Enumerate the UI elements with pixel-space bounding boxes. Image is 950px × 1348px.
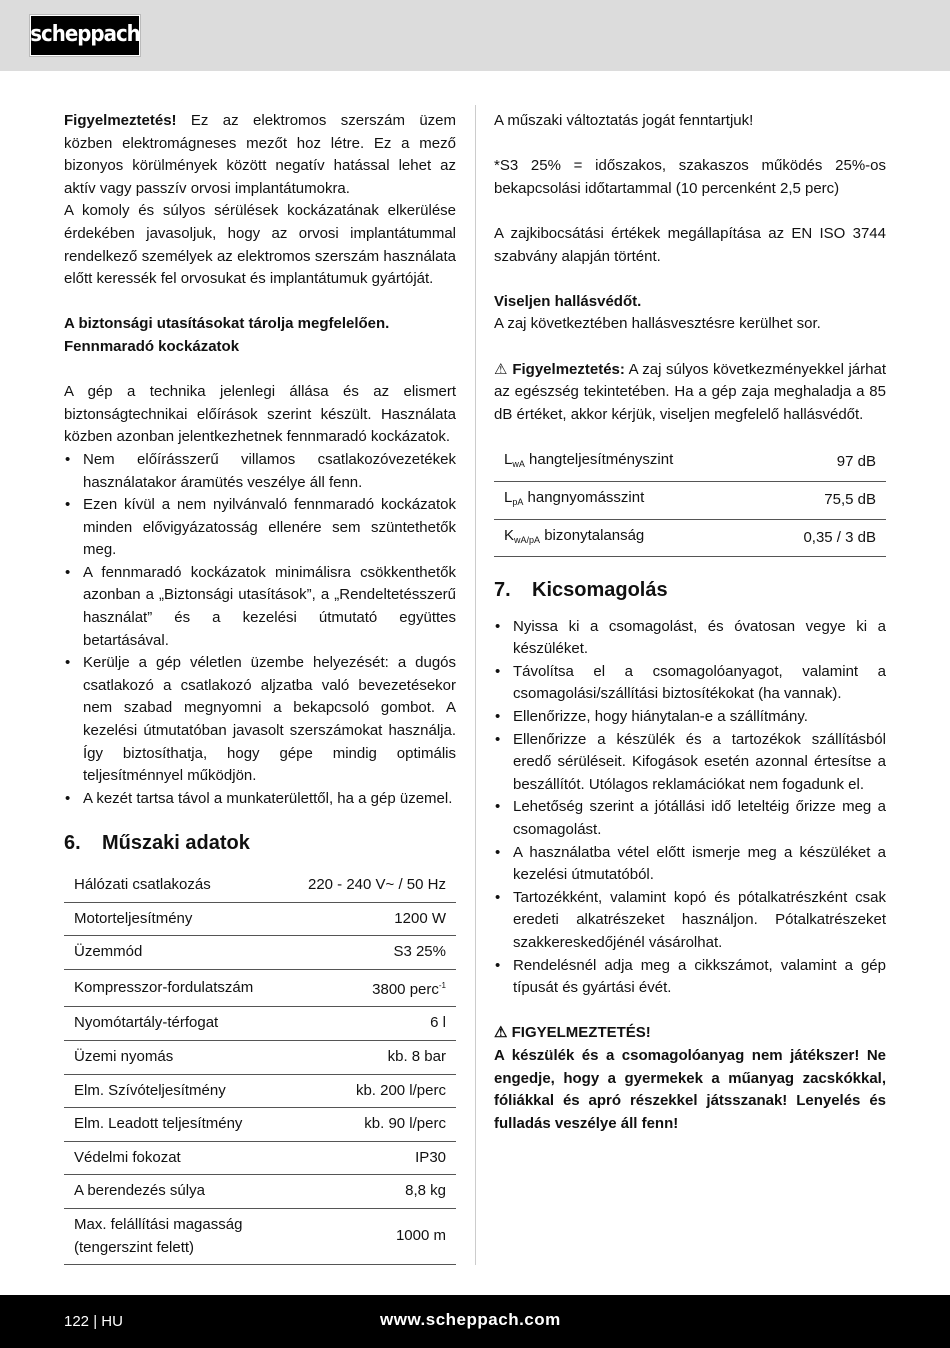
hearing-heading: Viseljen hallásvédőt.	[494, 292, 642, 310]
spec-value: 1000 m	[283, 1208, 456, 1264]
spec-value: 6 l	[283, 1007, 456, 1041]
spec-row	[64, 1141, 456, 1175]
list-item: • Tartozékként, valamint kopó és pótalkatrészként csak eredeti alkatrészeket használjon. Pótalkatrészeket szakkereskedőjénél vásárolhat.	[494, 887, 886, 955]
spec-row	[64, 869, 456, 902]
noise-value: 75,5 dB	[757, 481, 886, 519]
language-code: HU	[101, 1313, 123, 1330]
section-number: 7.	[494, 579, 511, 602]
spec-row	[64, 969, 456, 1007]
list-item: • Ezen kívül a nem nyilvánvaló fennmaradó kockázatok minden elővigyázatosság ellenére sem szüntethetők meg.	[64, 494, 456, 562]
noise-table	[494, 444, 886, 557]
section-number: 6.	[64, 832, 81, 855]
store-heading: A biztonsági utasításokat tárolja megfelelően.	[64, 315, 390, 333]
spec-label: Elm. Szívóteljesítmény	[64, 1074, 283, 1108]
right-column	[494, 110, 886, 1135]
noise-row	[494, 481, 886, 519]
spec-label: Védelmi fokozat	[64, 1141, 283, 1175]
spec-label: Nyomótartály-térfogat	[64, 1007, 283, 1041]
list-item: • Nyissa ki a csomagolást, és óvatosan vegye ki a készüléket.	[494, 616, 886, 661]
spec-row	[64, 1007, 456, 1041]
warning-label: Figyelmeztetés:	[512, 360, 625, 378]
spec-label: A berendezés súlya	[64, 1175, 283, 1209]
list-item: • A fennmaradó kockázatok minimálisra csökkenthetők azonban a „Biztonsági utasítások”, a „Rendeltetésszerű használat” és a kezelési útmutató együttes betartásával.	[64, 562, 456, 652]
spec-label: Motorteljesítmény	[64, 902, 283, 936]
list-item: • Kerülje a gép véletlen üzembe helyezését: a dugós csatlakozó a csatlakozó aljzatba való bevezetésekor nem szabad megnyomni a bekapcsoló gombot. A kezelési útmutatóban javasolt szerszámokat használja. Így biztosíthatja, hogy gépe mindig optimális teljesítménnyel működjön.	[64, 652, 456, 788]
rights-note: A műszaki változtatás jogát fenntartjuk!	[494, 112, 754, 129]
spec-value: kb. 8 bar	[283, 1040, 456, 1074]
section-title: Kicsomagolás	[532, 579, 668, 602]
left-column	[64, 110, 456, 1265]
noise-warning	[494, 359, 886, 427]
spec-label: Üzemi nyomás	[64, 1040, 283, 1074]
page-header	[0, 0, 950, 71]
spec-row	[64, 1040, 456, 1074]
list-item: • Lehetőség szerint a jótállási idő leteltéig őrizze meg a csomagolást.	[494, 796, 886, 841]
logo-text: scheppach	[30, 22, 140, 48]
list-item: • Ellenőrizze a készülék és a tartozékok szállításból eredő sérüléseit. Kifogások esetén azonnal értesítse a beszállítót. Utólagos reklamációkat nem fogadunk el.	[494, 729, 886, 797]
noise-label: $L_{pA}$ hangnyomásszint	[494, 481, 757, 519]
spec-value: S3 25%	[283, 936, 456, 970]
implant-advice: A komoly és súlyos sérülések kockázatának elkerülése érdekében javasoljuk, hogy az orvosi implantátummal rendelkező személyek az elektromos szerszám használata előtt keressék fel orvosukat és implantátumuk gyártóját.	[64, 202, 456, 288]
list-item: • Ellenőrizze, hogy hiánytalan-e a szállítmány.	[494, 706, 886, 729]
list-item: • A kezét tartsa távol a munkaterülettől, ha a gép üzemel.	[64, 788, 456, 811]
page-number	[64, 1311, 123, 1334]
spec-value: 1200 W	[283, 902, 456, 936]
noise-label: $L_{wA}$ hangteljesítményszint	[494, 444, 757, 481]
spec-row	[64, 936, 456, 970]
spec-row	[64, 1208, 456, 1264]
noise-row	[494, 519, 886, 557]
final-warning-text: A készülék és a csomagolóanyag nem játékszer! Ne engedje, hogy a gyermekek a műanyag zacskókkal, fóliákkal és apró részekkel játsszanak! Lenyelés és fulladás veszélye áll fenn!	[494, 1046, 886, 1132]
separator: |	[93, 1313, 98, 1330]
warning-icon: ⚠	[494, 1024, 508, 1042]
list-item: • Rendelésnél adja meg a cikkszámot, valamint a gép típusát és gyártási évét.	[494, 955, 886, 1000]
warning-text: Ez az elektromos szerszám üzem közben elektromágneses mezőt hoz létre. Ez a mező bizonyos körülmények között negatív hatással lehet az aktív vagy passzív orvosi implantátumokra.	[64, 112, 456, 197]
list-item: • A használatba vétel előtt ismerje meg a készüléket a kezelési útmutatóból.	[494, 842, 886, 887]
spec-row	[64, 1074, 456, 1108]
website-link[interactable]: www.scheppach.com	[380, 1310, 561, 1329]
warning-label: Figyelmeztetés!	[64, 112, 177, 129]
spec-value: 8,8 kg	[283, 1175, 456, 1209]
unpacking-list	[494, 616, 886, 1000]
spec-row	[64, 1108, 456, 1142]
final-warning-title: FIGYELMEZTETÉS!	[511, 1024, 651, 1042]
section-heading-6	[64, 832, 456, 855]
warning-text: A zaj súlyos következményekkel járhat az egészség tekintetében. Ha a gép zaja meghaladja a 85 dB értéket, akkor kérjük, viseljen megfelelő hallásvédőt.	[494, 360, 886, 423]
hearing-text: A zaj következtében hallásvesztésre kerülhet sor.	[494, 315, 821, 333]
noise-value: 97 dB	[757, 444, 886, 481]
page-num: 122	[64, 1313, 90, 1330]
spec-label: Kompresszor-fordulatszám	[64, 969, 283, 1007]
spec-table	[64, 869, 456, 1265]
spec-value: kb. 200 l/perc	[283, 1074, 456, 1108]
residual-risk-list	[64, 449, 456, 811]
spec-row	[64, 902, 456, 936]
spec-label: Elm. Leadott teljesítmény	[64, 1108, 283, 1142]
list-item: • Nem előírásszerű villamos csatlakozóvezetékek használatakor áramütés veszélye áll fenn.	[64, 449, 456, 494]
spec-label: Hálózati csatlakozás	[64, 869, 283, 902]
spec-row	[64, 1175, 456, 1209]
page-footer	[0, 1295, 950, 1348]
noise-label: $K_{wA/pA}$ bizonytalanság	[494, 519, 757, 557]
spec-value: 3800 perc$^{-1}$	[283, 969, 456, 1007]
section-title: Műszaki adatok	[102, 832, 250, 855]
scheppach-logo	[30, 15, 140, 56]
warning-icon: ⚠	[494, 360, 508, 378]
column-divider	[475, 105, 476, 1265]
section-heading-7	[494, 579, 886, 602]
spec-value: IP30	[283, 1141, 456, 1175]
noise-value: 0,35 / 3 dB	[757, 519, 886, 557]
spec-value: 220 - 240 V~ / 50 Hz	[283, 869, 456, 902]
emf-warning	[64, 110, 456, 200]
list-item: • Távolítsa el a csomagolóanyagot, valamint a csomagolási/szállítási biztosítékokat (ha vannak).	[494, 661, 886, 706]
s3-note: *S3 25% = időszakos, szakaszos működés 25%-os bekapcsolási időtartammal (10 percenként 2,5 perc)	[494, 157, 886, 197]
spec-value: kb. 90 l/perc	[283, 1108, 456, 1142]
residual-heading: Fennmaradó kockázatok	[64, 337, 240, 355]
residual-intro: A gép a technika jelenlegi állása és az elismert biztonságtechnikai előírások szerint készült. Használata közben azonban jelentkezhetnek fennmaradó kockázatok.	[64, 383, 456, 446]
noise-basis: A zajkibocsátási értékek megállapítása az EN ISO 3744 szabvány alapján történt.	[494, 224, 886, 265]
spec-label: Max. felállítási magasság (tengerszint felett)	[64, 1208, 283, 1264]
spec-label: Üzemmód	[64, 936, 283, 970]
noise-row	[494, 444, 886, 481]
